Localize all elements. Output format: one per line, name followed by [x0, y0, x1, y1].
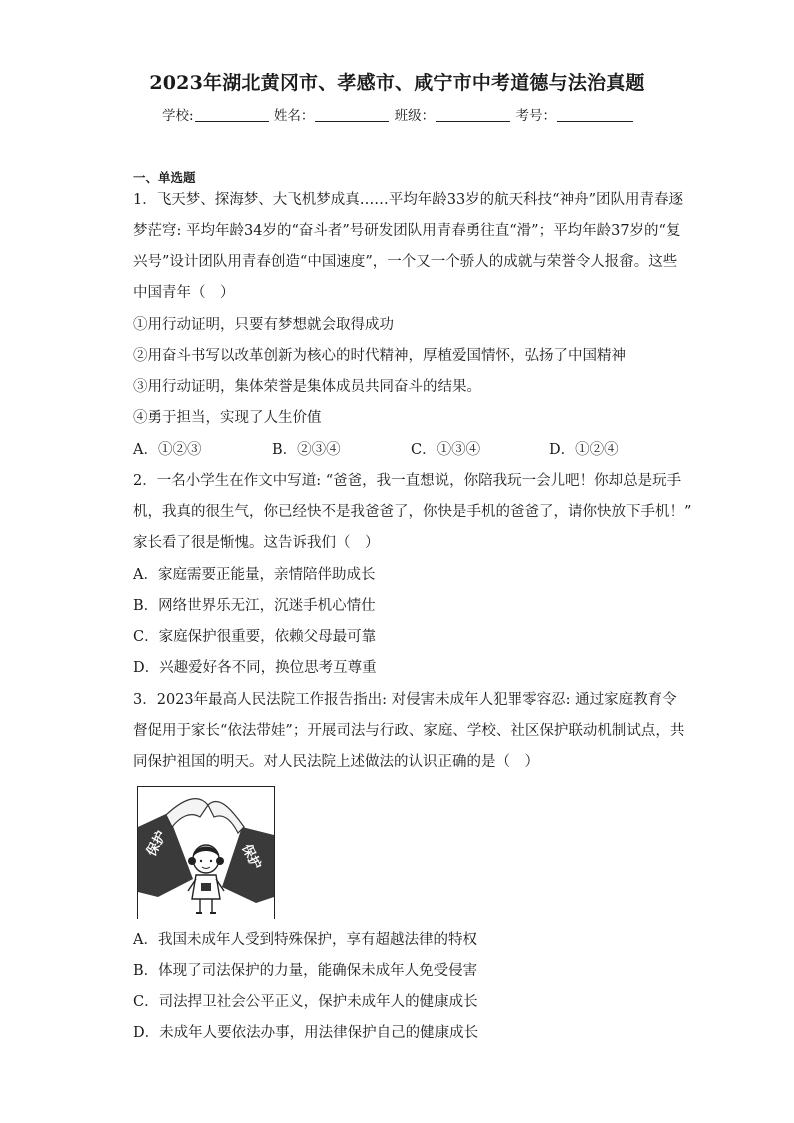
q1-option-a[interactable]: A．①②③ [133, 442, 202, 458]
right-hand-shape [208, 801, 244, 833]
school-blank[interactable] [195, 107, 269, 122]
q1-option-d[interactable]: D．①②④ [549, 442, 619, 458]
class-label: 班级： [394, 108, 436, 124]
child-pigtail-right [216, 857, 224, 865]
page-title: 2023年湖北黄冈市、孝感市、咸宁市中考道德与法治真题 [149, 72, 645, 94]
q1-line: 梦茫穹: 平均年龄34岁的“奋斗者”号研发团队用青春勇往直“滑”；平均年龄37岁的“复 [133, 223, 681, 239]
q1-option-b[interactable]: B．②③④ [272, 442, 341, 458]
q2-line: 2．一名小学生在作文中写道: “爸爸，我一直想说，你陪我玩一会儿吧！你却总是玩手 [133, 473, 682, 489]
section-heading: 一、单选题 [133, 170, 196, 185]
q1-statement: ①用行动证明，只要有梦想就会取得成功 [133, 317, 394, 333]
left-hand-shape [166, 799, 208, 827]
q3-option-d[interactable]: D．未成年人要依法办事，用法律保护自己的健康成长 [133, 1025, 479, 1041]
left-sleeve-label: 保护 [144, 828, 170, 859]
name-blank[interactable] [315, 107, 389, 122]
right-sleeve-label: 保护 [238, 842, 264, 873]
q2-line: 家长看了很是惭愧。这告诉我们（ ） [133, 535, 380, 551]
q1-line: 兴号”设计团队用青春创造“中国速度”，一个又一个骄人的成就与荣誉令人报畲。这些 [133, 254, 678, 270]
q3-line: 3．2023年最高人民法院工作报告指出: 对侵害未成年人犯罪零容忍: 通过家庭教育令 [133, 692, 677, 708]
q1-option-c[interactable]: C．①③④ [411, 442, 481, 458]
left-sleeve-shape [138, 813, 193, 897]
q3-option-b[interactable]: B．体现了司法保护的力量，能确保未成年人免受侵害 [133, 963, 478, 979]
q1-statement: ③用行动证明，集体荣誉是集体成员共同奋斗的结果。 [133, 379, 481, 395]
q1-line: 中国青年（ ） [133, 285, 235, 301]
school-label: 学校: [162, 108, 194, 124]
q1-line: 1．飞天梦、探海梦、大飞机梦成真……平均年龄33岁的航天科技“神舟”团队用青春逐 [133, 192, 683, 208]
protection-drawing [138, 787, 274, 919]
q2-option-c[interactable]: C．家庭保护很重要，依赖父母最可靠 [133, 629, 377, 645]
number-blank[interactable] [557, 107, 633, 122]
class-blank[interactable] [436, 107, 510, 122]
q1-statement: ④勇于担当，实现了人生价值 [133, 410, 322, 426]
q3-line: 督促用于家长“依法带娃”；开展司法与行政、家庭、学校、社区保护联动机制试点，共 [133, 723, 685, 739]
q2-option-b[interactable]: B．网络世界乐无江，沉迷手机心情仕 [133, 598, 376, 614]
number-label: 考号： [515, 108, 556, 124]
child-badge [201, 883, 211, 891]
q3-option-c[interactable]: C．司法捍卫社会公平正义，保护未成年人的健康成长 [133, 994, 478, 1010]
q3-option-a[interactable]: A．我国未成年人受到特殊保护，享有超越法律的特权 [133, 932, 477, 948]
q3-line: 同保护祖国的明天。对人民法院上述做法的认识正确的是（ ） [133, 754, 539, 770]
student-info-row [0, 104, 794, 124]
name-label: 姓名： [273, 108, 315, 124]
q2-option-a[interactable]: A．家庭需要正能量，亲情陪伴助成长 [133, 567, 376, 583]
q2-option-d[interactable]: D．兴趣爱好各不同，换位思考互尊重 [133, 660, 377, 676]
protection-illustration [137, 786, 275, 919]
q1-statement: ②用奋斗书写以改革创新为核心的时代精神，厚植爱国情怀，弘扬了中国精神 [133, 348, 626, 364]
child-pigtail-left [188, 857, 196, 865]
q2-line: 机，我真的很生气，你已经快不是我爸爸了，你快是手机的爸爸了，请你快放下手机！” [133, 504, 692, 520]
